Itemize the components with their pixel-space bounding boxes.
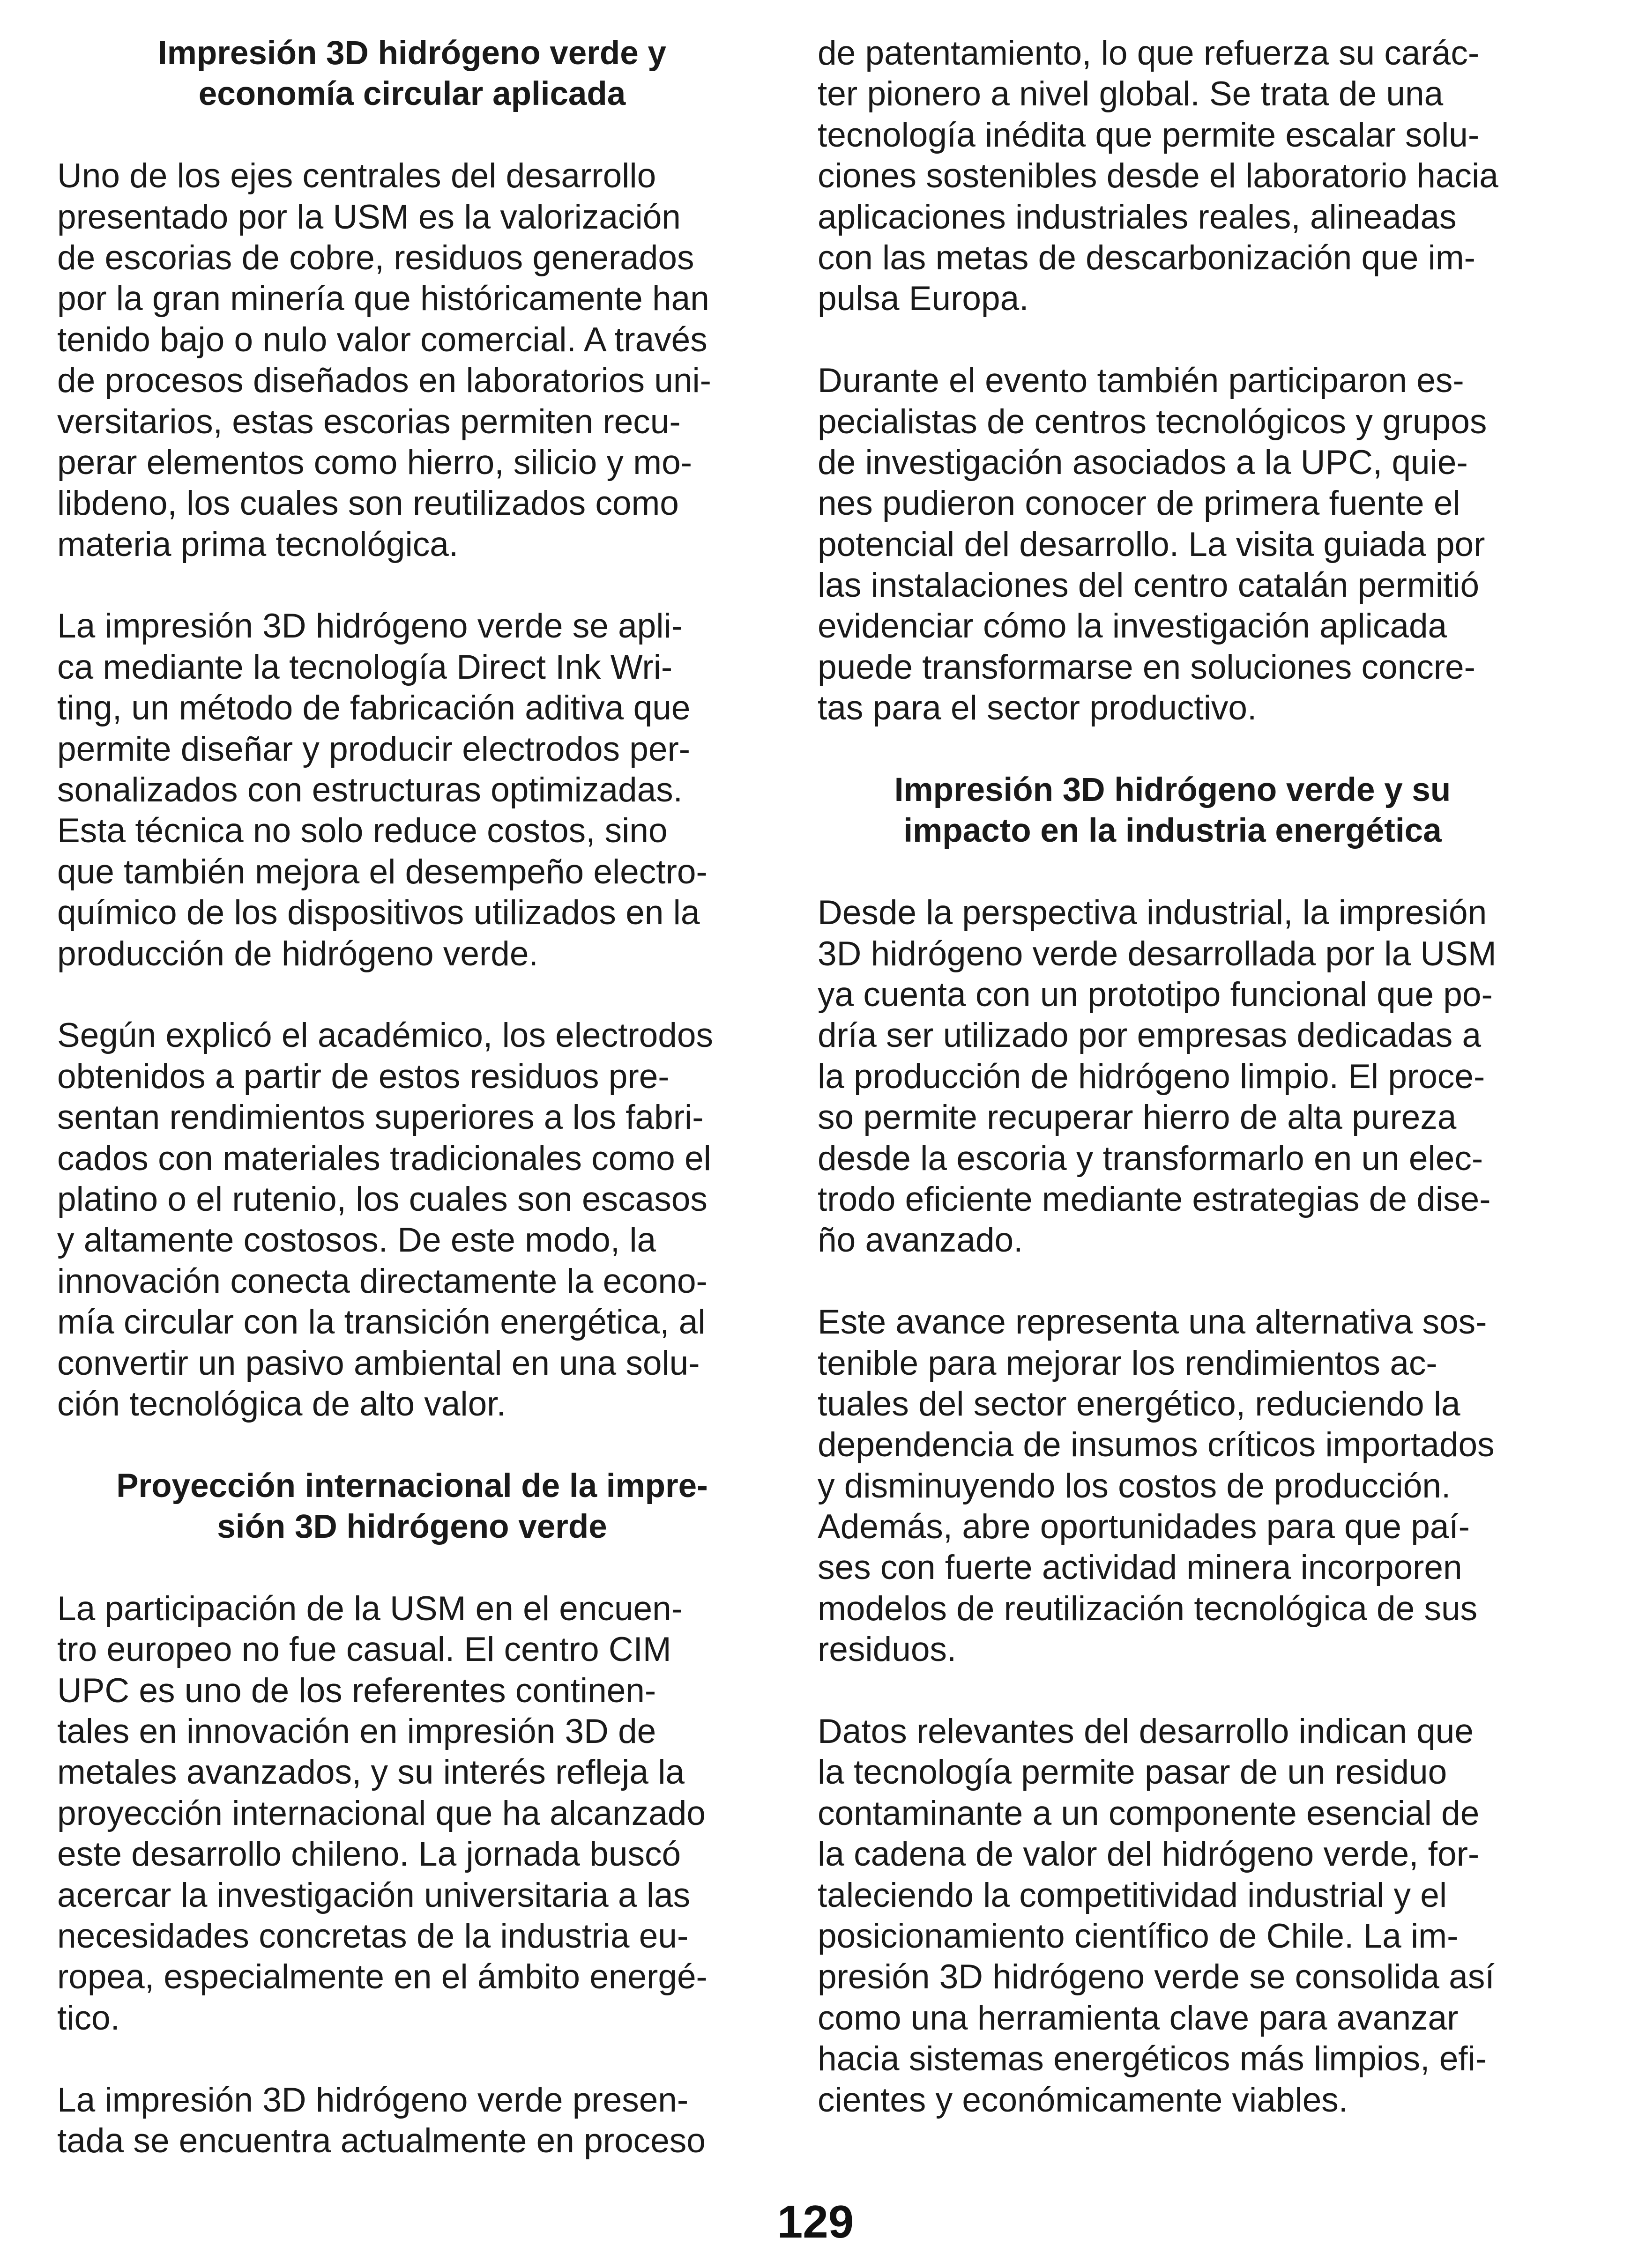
text-line: Desde la perspectiva industrial, la impresión <box>818 894 1487 932</box>
text-line: materia prima tecnológica. <box>57 525 459 563</box>
text-line: necesidades concretas de la industria eu- <box>57 1917 689 1955</box>
text-line: de investigación asociados a la UPC, quie- <box>818 443 1468 482</box>
text-line: de patentamiento, lo que refuerza su carác- <box>818 34 1480 72</box>
text-line: de escorias de cobre, residuos generados <box>57 238 694 277</box>
text-line: ño avanzado. <box>818 1221 1023 1260</box>
text-line: tecnología inédita que permite escalar solu- <box>818 116 1480 154</box>
text-line: y altamente costosos. De este modo, la <box>57 1221 656 1260</box>
text-line: aplicaciones industriales reales, alineadas <box>818 198 1457 236</box>
text-line: sentan rendimientos superiores a los fabri- <box>57 1098 704 1137</box>
text-line: este desarrollo chileno. La jornada buscó <box>57 1835 681 1874</box>
text-line: modelos de reutilización tecnológica de sus <box>818 1589 1478 1628</box>
text-line: convertir un pasivo ambiental en una solu- <box>57 1344 700 1382</box>
text-line: obtenidos a partir de estos residuos pre- <box>57 1057 670 1096</box>
paragraph <box>818 33 1527 319</box>
text-line: acercar la investigación universitaria a las <box>57 1876 691 1914</box>
text-line: desde la escoria y transformarlo en un elec- <box>818 1139 1483 1178</box>
text-line: 3D hidrógeno verde desarrollada por la USM <box>818 934 1497 973</box>
text-line: tada se encuentra actualmente en proceso <box>57 2121 706 2160</box>
text-line: residuos. <box>818 1631 957 1669</box>
heading-line: Impresión 3D hidrógeno verde y <box>158 35 666 72</box>
text-line: ropea, especialmente en el ámbito energé- <box>57 1958 708 1996</box>
section-heading <box>57 1466 767 1548</box>
text-line: permite diseñar y producir electrodos per- <box>57 730 691 768</box>
page-number: 129 <box>777 2196 854 2247</box>
text-line: La participación de la USM en el encuen- <box>57 1589 683 1628</box>
text-line: Datos relevantes del desarrollo indican que <box>818 1712 1474 1751</box>
paragraph <box>818 1302 1527 1670</box>
text-line: La impresión 3D hidrógeno verde se apli- <box>57 607 683 645</box>
heading-line: impacto en la industria energética <box>903 812 1442 850</box>
text-line: platino o el rutenio, los cuales son escasos <box>57 1180 708 1218</box>
text-line: químico de los dispositivos utilizados en la <box>57 894 700 932</box>
heading-line: economía circular aplicada <box>198 75 626 113</box>
text-line: ya cuenta con un prototipo funcional que po- <box>818 975 1493 1014</box>
section-heading <box>57 33 767 115</box>
text-line: tico. <box>57 1999 120 2037</box>
heading-line: Impresión 3D hidrógeno verde y su <box>894 771 1451 809</box>
paragraph <box>57 606 767 974</box>
paragraph <box>57 1015 767 1424</box>
heading-line: sión 3D hidrógeno verde <box>217 1508 607 1546</box>
paragraph <box>57 1588 767 2038</box>
text-line: Además, abre oportunidades para que paí- <box>818 1508 1470 1546</box>
text-line: posicionamiento científico de Chile. La im- <box>818 1917 1459 1955</box>
text-line: dependencia de insumos críticos importados <box>818 1426 1495 1464</box>
text-line: perar elementos como hierro, silicio y mo- <box>57 443 693 482</box>
text-line: producción de hidrógeno verde. <box>57 934 538 973</box>
paragraph <box>818 360 1527 729</box>
text-line: ses con fuerte actividad minera incorporen <box>818 1549 1462 1587</box>
text-line: contaminante a un componente esencial de <box>818 1794 1480 1832</box>
text-line: Durante el evento también participaron es- <box>818 362 1464 400</box>
text-line: proyección internacional que ha alcanzado <box>57 1794 706 1832</box>
text-line: nes pudieron conocer de primera fuente el <box>818 484 1460 523</box>
text-line: presentado por la USM es la valorización <box>57 198 681 236</box>
text-line: mía circular con la transición energética, al <box>57 1303 706 1342</box>
text-line: La impresión 3D hidrógeno verde presen- <box>57 2081 689 2119</box>
right-column <box>818 33 1527 2120</box>
left-column <box>57 33 767 2161</box>
text-line: tenible para mejorar los rendimientos ac- <box>818 1344 1437 1382</box>
text-line: innovación conecta directamente la econo- <box>57 1262 708 1300</box>
paragraph <box>57 2080 767 2162</box>
text-line: libdeno, los cuales son reutilizados como <box>57 484 679 523</box>
text-line: sonalizados con estructuras optimizadas. <box>57 771 683 809</box>
text-line: la producción de hidrógeno limpio. El proce- <box>818 1057 1485 1096</box>
text-line: ting, un método de fabricación aditiva que <box>57 689 691 727</box>
text-line: UPC es uno de los referentes continen- <box>57 1671 656 1710</box>
text-line: ca mediante la tecnología Direct Ink Wri- <box>57 648 673 686</box>
text-line: la cadena de valor del hidrógeno verde, for- <box>818 1835 1480 1874</box>
text-line: de procesos diseñados en laboratorios uni- <box>57 362 711 400</box>
text-line: pecialistas de centros tecnológicos y grupos <box>818 402 1487 441</box>
text-line: dría ser utilizado por empresas dedicadas a <box>818 1016 1482 1055</box>
text-line: hacia sistemas energéticos más limpios, efi- <box>818 2040 1487 2078</box>
paragraph <box>818 892 1527 1261</box>
text-line: la tecnología permite pasar de un residuo <box>818 1753 1447 1792</box>
text-line: las instalaciones del centro catalán permitió <box>818 566 1480 605</box>
section-heading <box>818 770 1527 852</box>
text-line: evidenciar cómo la investigación aplicada <box>818 607 1447 645</box>
text-line: pulsa Europa. <box>818 280 1029 318</box>
text-line: metales avanzados, y su interés refleja la <box>57 1753 685 1792</box>
text-line: Uno de los ejes centrales del desarrollo <box>57 157 656 195</box>
text-line: y disminuyendo los costos de producción. <box>818 1467 1451 1505</box>
text-line: ción tecnológica de alto valor. <box>57 1385 506 1423</box>
text-line: trodo eficiente mediante estrategias de dise- <box>818 1180 1491 1218</box>
paragraph <box>818 1711 1527 2120</box>
text-line: versitarios, estas escorias permiten recu- <box>57 402 681 441</box>
text-line: Según explicó el académico, los electrodos <box>57 1016 713 1055</box>
text-line: cados con materiales tradicionales como el <box>57 1139 711 1178</box>
paragraph <box>57 156 767 565</box>
text-line: taleciendo la competitividad industrial y el <box>818 1876 1447 1914</box>
text-line: puede transformarse en soluciones concre- <box>818 648 1475 686</box>
heading-line: Proyección internacional de la impre- <box>116 1467 708 1505</box>
text-line: con las metas de descarbonización que im- <box>818 238 1475 277</box>
text-line: potencial del desarrollo. La visita guiada por <box>818 525 1485 563</box>
text-line: por la gran minería que históricamente han <box>57 280 709 318</box>
text-line: tuales del sector energético, reduciendo la <box>818 1385 1460 1423</box>
text-line: tro europeo no fue casual. El centro CIM <box>57 1631 671 1669</box>
text-line: Esta técnica no solo reduce costos, sino <box>57 812 668 850</box>
text-line: tales en innovación en impresión 3D de <box>57 1712 656 1751</box>
text-line: cientes y económicamente viables. <box>818 2081 1348 2119</box>
text-line: tenido bajo o nulo valor comercial. A través <box>57 320 708 359</box>
text-line: ciones sostenibles desde el laboratorio hacia <box>818 157 1498 195</box>
text-line: presión 3D hidrógeno verde se consolida así <box>818 1958 1495 1996</box>
text-line: ter pionero a nivel global. Se trata de una <box>818 75 1444 113</box>
text-line: tas para el sector productivo. <box>818 689 1257 727</box>
text-line: so permite recuperar hierro de alta pureza <box>818 1098 1457 1137</box>
text-line: Este avance representa una alternativa sos- <box>818 1303 1487 1342</box>
text-line: que también mejora el desempeño electro- <box>57 852 708 891</box>
text-line: como una herramienta clave para avanzar <box>818 1999 1459 2037</box>
